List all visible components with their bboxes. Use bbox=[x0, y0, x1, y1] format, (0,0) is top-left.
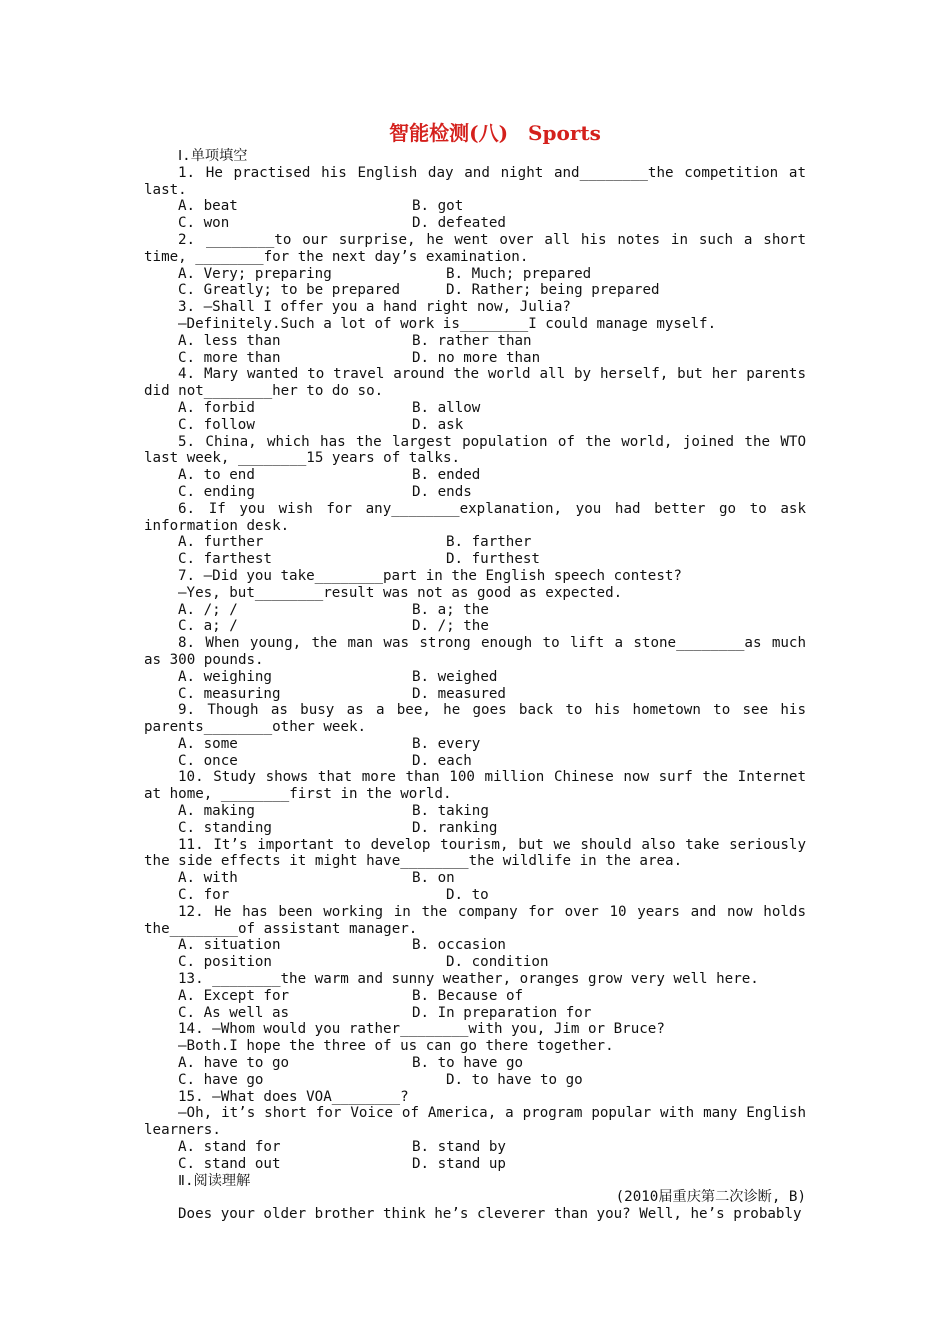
option-b: B. occasion bbox=[412, 937, 506, 954]
option-d: D. stand up bbox=[412, 1155, 506, 1172]
option-c: C. stand out bbox=[178, 1155, 281, 1172]
question-15-stem: 15. —What does VOA________? bbox=[178, 1088, 409, 1105]
option-b: B. Much; prepared bbox=[446, 265, 592, 282]
option-d: D. ends bbox=[412, 483, 472, 500]
question-10-stem: 10. Study shows that more than 100 million Chinese now surf the Internet at home, ________first in the world. bbox=[144, 769, 806, 803]
option-b: B. to have go bbox=[412, 1055, 524, 1072]
option-a: A. some bbox=[178, 735, 238, 752]
option-d: D. defeated bbox=[412, 215, 506, 232]
option-c: C. As well as bbox=[178, 1004, 290, 1021]
document-page bbox=[144, 118, 806, 1223]
question-7-options bbox=[144, 618, 806, 635]
question-7-options bbox=[144, 602, 806, 619]
question-10-options bbox=[144, 820, 806, 837]
question-8-options bbox=[144, 686, 806, 703]
option-a: A. forbid bbox=[178, 399, 255, 416]
question-5-options bbox=[144, 484, 806, 501]
question-13-options bbox=[144, 1005, 806, 1022]
question-11-stem: 11. It’s important to develop tourism, but we should also take seriously the side effects it might have________the wildlife in the area. bbox=[144, 836, 806, 870]
option-d: D. /; the bbox=[412, 618, 489, 635]
option-c: C. measuring bbox=[178, 685, 281, 702]
question-9-stem: 9. Though as busy as a bee, he goes back to his hometown to see his parents________other week. bbox=[144, 702, 806, 736]
option-c: C. once bbox=[178, 752, 238, 769]
option-d: D. to have to go bbox=[446, 1071, 583, 1088]
question-7-stem: 7. —Did you take________part in the English speech contest? bbox=[178, 567, 682, 584]
option-b: B. a; the bbox=[412, 601, 489, 618]
option-a: A. Except for bbox=[178, 987, 290, 1004]
option-b: B. ended bbox=[412, 467, 481, 484]
option-c: C. standing bbox=[178, 819, 272, 836]
option-a: A. with bbox=[178, 870, 238, 887]
option-a: A. weighing bbox=[178, 668, 272, 685]
question-2-options bbox=[144, 266, 806, 283]
passage-source: (2010届重庆第二次诊断, B) bbox=[615, 1189, 806, 1206]
question-13-options bbox=[144, 988, 806, 1005]
option-d: D. ranking bbox=[412, 819, 498, 836]
option-c: C. Greatly; to be prepared bbox=[178, 282, 401, 299]
question-6-options bbox=[144, 534, 806, 551]
question-9-options bbox=[144, 736, 806, 753]
option-b: B. rather than bbox=[412, 332, 532, 349]
section-heading-reading: Ⅱ.阅读理解 bbox=[178, 1172, 251, 1189]
option-a: A. situation bbox=[178, 937, 281, 954]
option-c: C. for bbox=[178, 887, 230, 904]
option-d: D. In preparation for bbox=[412, 1004, 592, 1021]
question-15-stem-reply: —Oh, it’s short for Voice of America, a program popular with many English learners. bbox=[144, 1105, 806, 1139]
option-a: A. have to go bbox=[178, 1055, 290, 1072]
question-5-options bbox=[144, 467, 806, 484]
option-a: A. to end bbox=[178, 467, 255, 484]
question-4-stem: 4. Mary wanted to travel around the world all by herself, but her parents did not________her to do so. bbox=[144, 366, 806, 400]
question-4-options bbox=[144, 400, 806, 417]
option-c: C. ending bbox=[178, 483, 255, 500]
question-10-options bbox=[144, 803, 806, 820]
option-d: D. furthest bbox=[446, 551, 540, 568]
option-c: C. more than bbox=[178, 349, 281, 366]
question-7-stem-reply: —Yes, but________result was not as good as expected. bbox=[178, 584, 623, 601]
option-b: B. farther bbox=[446, 534, 532, 551]
question-8-options bbox=[144, 669, 806, 686]
option-c: C. a; / bbox=[178, 618, 238, 635]
option-b: B. every bbox=[412, 735, 481, 752]
question-14-options bbox=[144, 1055, 806, 1072]
question-2-stem: 2. ________to our surprise, he went over all his notes in such a short time, ________for the next day’s examination. bbox=[144, 231, 806, 265]
question-14-stem: 14. —Whom would you rather________with you, Jim or Bruce? bbox=[178, 1021, 665, 1038]
page-title: 智能检测(八) Sports bbox=[389, 121, 601, 145]
question-8-stem: 8. When young, the man was strong enough to lift a stone________as much as 300 pounds. bbox=[144, 635, 806, 668]
option-a: A. /; / bbox=[178, 601, 238, 618]
option-a: A. beat bbox=[178, 198, 238, 215]
option-c: C. follow bbox=[178, 416, 255, 433]
option-b: B. on bbox=[412, 870, 455, 887]
question-2-options bbox=[144, 282, 806, 299]
option-d: D. Rather; being prepared bbox=[446, 282, 660, 299]
option-b: B. weighed bbox=[412, 668, 498, 685]
option-a: A. less than bbox=[178, 332, 281, 349]
question-6-options bbox=[144, 551, 806, 568]
question-15-options bbox=[144, 1156, 806, 1173]
question-3-options bbox=[144, 350, 806, 367]
question-12-stem: 12. He has been working in the company for over 10 years and now holds the________of assistant manager. bbox=[144, 903, 806, 937]
option-a: A. Very; preparing bbox=[178, 265, 332, 282]
option-b: B. Because of bbox=[412, 987, 524, 1004]
option-a: A. stand for bbox=[178, 1139, 281, 1156]
question-1-stem: 1. He practised his English day and night and________the competition at last. bbox=[144, 164, 806, 198]
question-11-options bbox=[144, 887, 806, 904]
section-heading-single-choice: Ⅰ.单项填空 bbox=[178, 148, 248, 164]
question-3-stem-reply: —Definitely.Such a lot of work is________I could manage myself. bbox=[178, 315, 717, 332]
option-c: C. have go bbox=[178, 1071, 264, 1088]
question-12-options bbox=[144, 937, 806, 954]
option-c: C. position bbox=[178, 954, 272, 971]
question-3-options bbox=[144, 333, 806, 350]
option-d: D. to bbox=[446, 887, 489, 904]
option-d: D. ask bbox=[412, 416, 464, 433]
option-b: B. taking bbox=[412, 803, 489, 820]
option-c: C. won bbox=[178, 215, 230, 232]
option-d: D. condition bbox=[446, 954, 549, 971]
option-b: B. got bbox=[412, 198, 464, 215]
question-14-stem-reply: —Both.I hope the three of us can go there together. bbox=[178, 1038, 614, 1055]
question-12-options bbox=[144, 954, 806, 971]
question-11-options bbox=[144, 870, 806, 887]
question-5-stem: 5. China, which has the largest population of the world, joined the WTO last week, ________15 years of talks. bbox=[144, 433, 806, 467]
question-9-options bbox=[144, 753, 806, 770]
question-1-options bbox=[144, 215, 806, 232]
option-a: A. further bbox=[178, 534, 264, 551]
question-15-options bbox=[144, 1139, 806, 1156]
question-13-stem: 13. ________the warm and sunny weather, oranges grow very well here. bbox=[178, 971, 759, 988]
passage-text: Does your older brother think he’s cleverer than you? Well, he’s probably bbox=[178, 1206, 802, 1223]
option-d: D. no more than bbox=[412, 349, 541, 366]
option-a: A. making bbox=[178, 803, 255, 820]
question-6-stem: 6. If you wish for any________explanation, you had better go to ask information desk. bbox=[144, 500, 806, 534]
option-d: D. each bbox=[412, 752, 472, 769]
question-1-options bbox=[144, 198, 806, 215]
question-3-stem: 3. —Shall I offer you a hand right now, Julia? bbox=[178, 299, 571, 316]
question-4-options bbox=[144, 417, 806, 434]
option-b: B. stand by bbox=[412, 1139, 506, 1156]
option-d: D. measured bbox=[412, 685, 506, 702]
question-14-options bbox=[144, 1072, 806, 1089]
option-c: C. farthest bbox=[178, 551, 272, 568]
option-b: B. allow bbox=[412, 399, 481, 416]
